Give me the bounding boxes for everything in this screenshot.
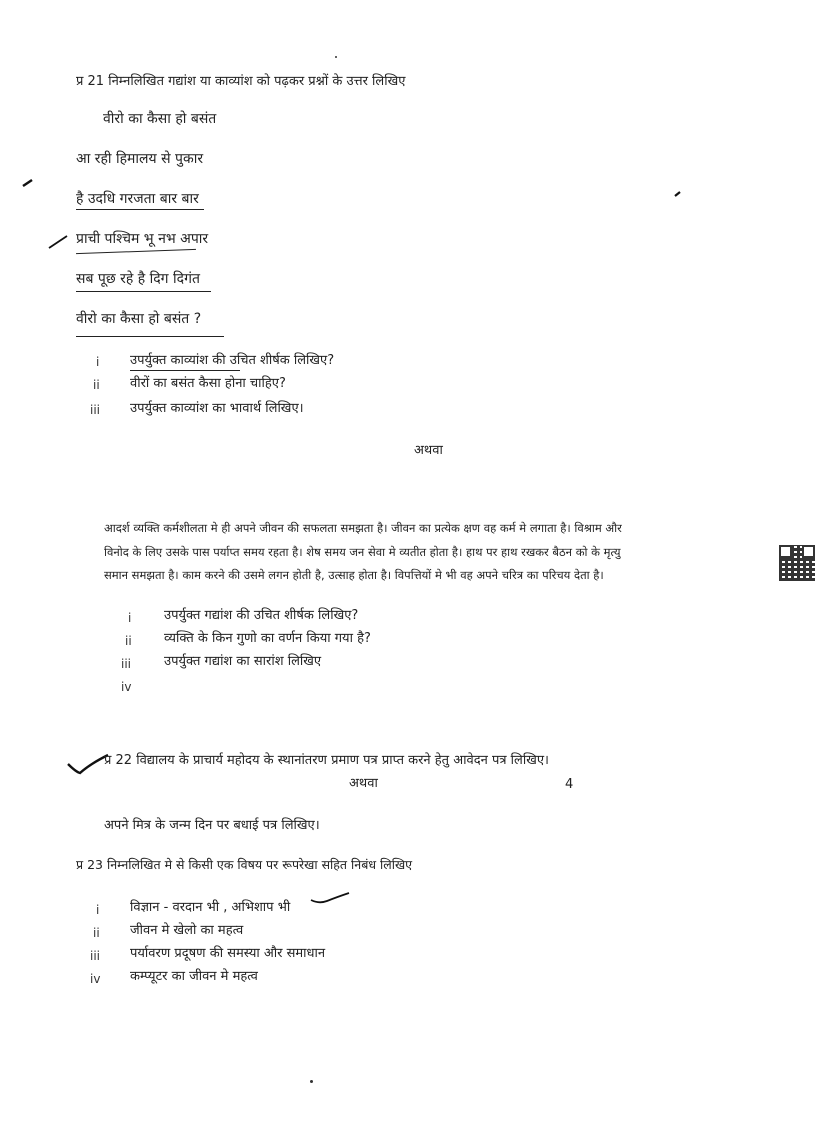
poem-question: उपर्युक्त काव्यांश की उचित शीर्षक लिखिए? [130, 353, 335, 368]
topic-number: iv [90, 972, 101, 986]
prose-question: व्यक्ति के किन गुणो का वर्णन किया गया है? [164, 631, 371, 646]
question-number: iii [90, 403, 101, 417]
topic-number: i [96, 903, 100, 917]
checkmark-icon [309, 891, 351, 905]
poem-question: वीरों का बसंत कैसा होना चाहिए? [130, 376, 286, 391]
prose-line: विनोद के लिए उसके पास पर्याप्त समय रहता है। शेष समय जन सेवा मे व्यतीत होता है। हाथ पर हाथ रखकर बैठन को के मृत्यु [104, 545, 621, 559]
scan-speck [310, 1080, 313, 1083]
q22-heading: प्र 22 विद्यालय के प्राचार्य महोदय के स्थानांतरण प्रमाण पत्र प्राप्त करने हेतु आवेदन पत्र लिखिए। [104, 753, 549, 768]
poem-question: उपर्युक्त काव्यांश का भावार्थ लिखिए। [130, 401, 304, 416]
question-number: i [96, 355, 100, 369]
essay-topic: पर्यावरण प्रदूषण की समस्या और समाधान [130, 946, 326, 961]
q21-heading: प्र 21 निम्नलिखित गद्यांश या काव्यांश को पढ़कर प्रश्नों के उत्तर लिखिए [76, 74, 406, 89]
underline [130, 370, 240, 371]
underline [76, 291, 211, 292]
essay-topic: विज्ञान - वरदान भी , अभिशाप भी [130, 900, 291, 915]
qr-code-icon [779, 545, 815, 581]
pen-mark-icon [674, 190, 682, 198]
topic-number: iii [90, 949, 101, 963]
or-label: अथवा [414, 443, 443, 458]
q23-heading: प्र 23 निम्नलिखित मे से किसी एक विषय पर रूपरेखा सहित निबंध लिखिए [76, 857, 413, 872]
underline [76, 209, 204, 210]
scan-speck [335, 56, 337, 58]
poem-line: है उदधि गरजता बार बार [76, 191, 199, 207]
poem-line: सब पूछ रहे है दिग दिगंत [76, 271, 200, 287]
question-number: i [128, 611, 132, 625]
poem-line: आ रही हिमालय से पुकार [76, 151, 204, 167]
question-number: iv [121, 680, 132, 694]
pen-slash-icon [47, 234, 69, 250]
prose-line: आदर्श व्यक्ति कर्मशीलता मे ही अपने जीवन की सफलता समझता है। जीवन का प्रत्येक क्षण वह कर्म मे लगाता है। विश्राम और [104, 521, 622, 535]
prose-question: उपर्युक्त गद्यांश का सारांश लिखिए [164, 654, 322, 669]
poem-line: वीरो का कैसा हो बसंत ? [76, 311, 202, 327]
prose-line: समान समझता है। काम करने की उसमे लगन होती है, उत्साह होता है। विपत्तियों मे भी वह अपने चरित्र का परिचय देता है। [104, 568, 604, 582]
underline [76, 336, 224, 337]
marks-label: 4 [565, 777, 574, 792]
question-number: iii [121, 657, 132, 671]
question-number: ii [93, 378, 100, 392]
question-number: ii [125, 634, 132, 648]
topic-number: ii [93, 926, 100, 940]
poem-line: प्राची पश्चिम भू नभ अपार [76, 231, 209, 247]
or-label: अथवा [349, 776, 378, 791]
prose-question: उपर्युक्त गद्यांश की उचित शीर्षक लिखिए? [164, 608, 359, 623]
essay-topic: जीवन मे खेलो का महत्व [130, 923, 244, 938]
q22-alternative: अपने मित्र के जन्म दिन पर बधाई पत्र लिखिए। [104, 818, 320, 833]
poem-line: वीरो का कैसा हो बसंत [103, 111, 217, 127]
essay-topic: कम्प्यूटर का जीवन मे महत्व [130, 969, 258, 984]
underline [76, 249, 196, 254]
pen-mark-icon [22, 178, 34, 188]
